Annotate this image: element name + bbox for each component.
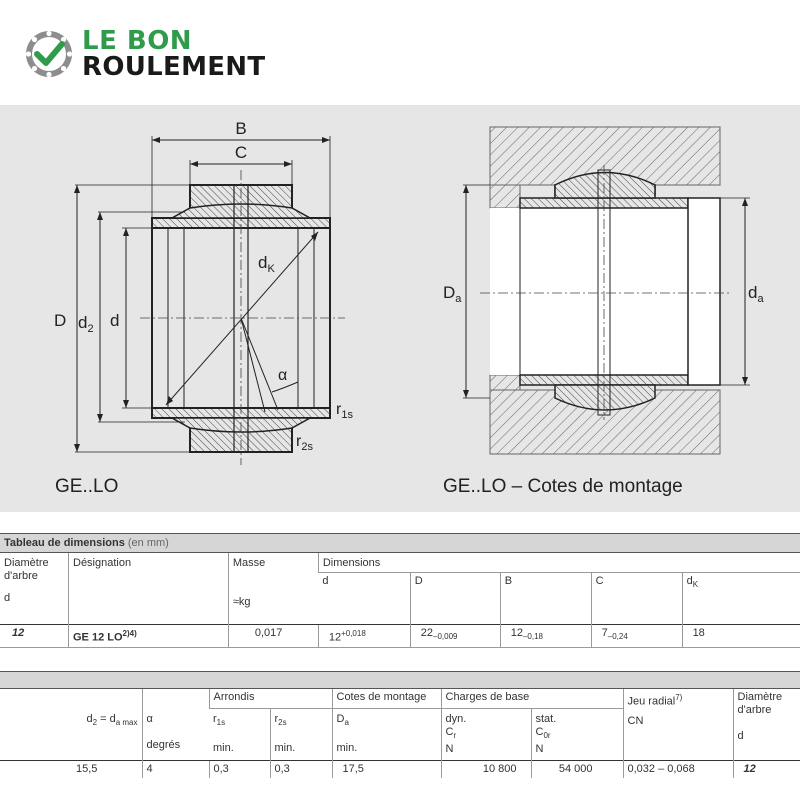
header-masse: Masse	[232, 557, 266, 569]
label-Da: $D_a$	[443, 283, 462, 305]
left-caption: GE..LO	[55, 476, 119, 497]
label-d2: $d_2$	[78, 313, 94, 335]
header-jeu: Jeu radial$^{7)}$ CN	[623, 689, 733, 760]
header-cotes: Cotes de montage	[332, 689, 441, 708]
label-D: D	[54, 311, 67, 330]
row-jeu: 0,032 – 0,068	[623, 760, 733, 778]
row-designation: GE 12 $LO^{2)4)}$	[69, 625, 229, 648]
header-d-unit: d	[4, 592, 11, 604]
header-diam-arbre: Diamètre d'arbre	[4, 557, 49, 582]
bearing-check-logo-icon	[24, 29, 74, 79]
dimensions-table	[0, 533, 800, 648]
header-C: C	[591, 573, 682, 625]
table-title-unit: (en mm)	[127, 537, 169, 549]
header-masse-unit: ≈kg	[232, 596, 251, 608]
table2-header-band	[0, 671, 800, 689]
header-r1s: $r_{1s}$ min.	[213, 712, 234, 754]
label-d: d	[110, 311, 120, 330]
row-C: $7_{-0,24}$	[591, 625, 682, 648]
row-alpha: 4	[142, 760, 209, 778]
bearing-section-drawing	[0, 105, 800, 512]
table-title: Tableau de dimensions	[4, 537, 125, 549]
logo-text-top: LE BON	[82, 26, 193, 56]
row-r1s: 0,3	[209, 760, 270, 778]
header-d: d	[322, 575, 329, 587]
row-Cr: 10 800	[441, 760, 531, 778]
left-section-view	[74, 136, 345, 465]
row-Da: 17,5	[332, 760, 441, 778]
header-designation: Désignation	[69, 553, 229, 625]
row-diam: 12	[0, 625, 69, 648]
logo-text-bottom: ROULEMENT	[82, 52, 266, 82]
header-diam-arbre-2: Diamètre d'arbre d	[733, 689, 800, 760]
row-diam-2: 12	[733, 760, 800, 778]
header-charges: Charges de base	[441, 689, 623, 708]
label-B: B	[235, 119, 247, 138]
header-dK: $d_K$	[682, 573, 800, 625]
header-arrondis: Arrondis	[209, 689, 332, 708]
header-B: B	[500, 573, 591, 625]
header	[0, 0, 800, 105]
label-r1s: $r_{1s}$	[336, 401, 353, 421]
header-Da: $D_a$ min.	[332, 708, 441, 760]
header-C0r: stat. $C_{0r}$ N	[531, 708, 623, 760]
label-dK: $d_K$	[258, 253, 275, 275]
row-D: $22_{-0,009}$	[410, 625, 500, 648]
header-alpha: α degrés	[142, 689, 209, 760]
technical-drawing	[0, 105, 800, 512]
right-mounting-view	[463, 127, 750, 454]
row-B: $12_{-0,18}$	[500, 625, 591, 648]
header-Cr: dyn. $C_r$ N	[441, 708, 531, 760]
row-r2s: 0,3	[270, 760, 332, 778]
label-alpha: α	[278, 367, 288, 384]
header-dimensions: Dimensions	[318, 553, 800, 573]
header-r2s: $r_{2s}$ min.	[270, 708, 332, 760]
row-C0r: 54 000	[531, 760, 623, 778]
row-d: $12^{+0,018}$	[318, 625, 410, 648]
header-D: D	[410, 573, 500, 625]
mounting-table	[0, 689, 800, 778]
label-da: $d_a$	[748, 283, 764, 305]
label-r2s: $r_{2s}$	[296, 433, 313, 453]
right-caption: GE..LO – Cotes de montage	[443, 476, 683, 497]
header-d2: $d_2 = d_{a max}$	[86, 713, 138, 728]
row-masse: 0,017	[228, 625, 318, 648]
row-dK: 18	[682, 625, 800, 648]
row-d2: 15,5	[0, 760, 142, 778]
label-C: C	[234, 143, 248, 162]
